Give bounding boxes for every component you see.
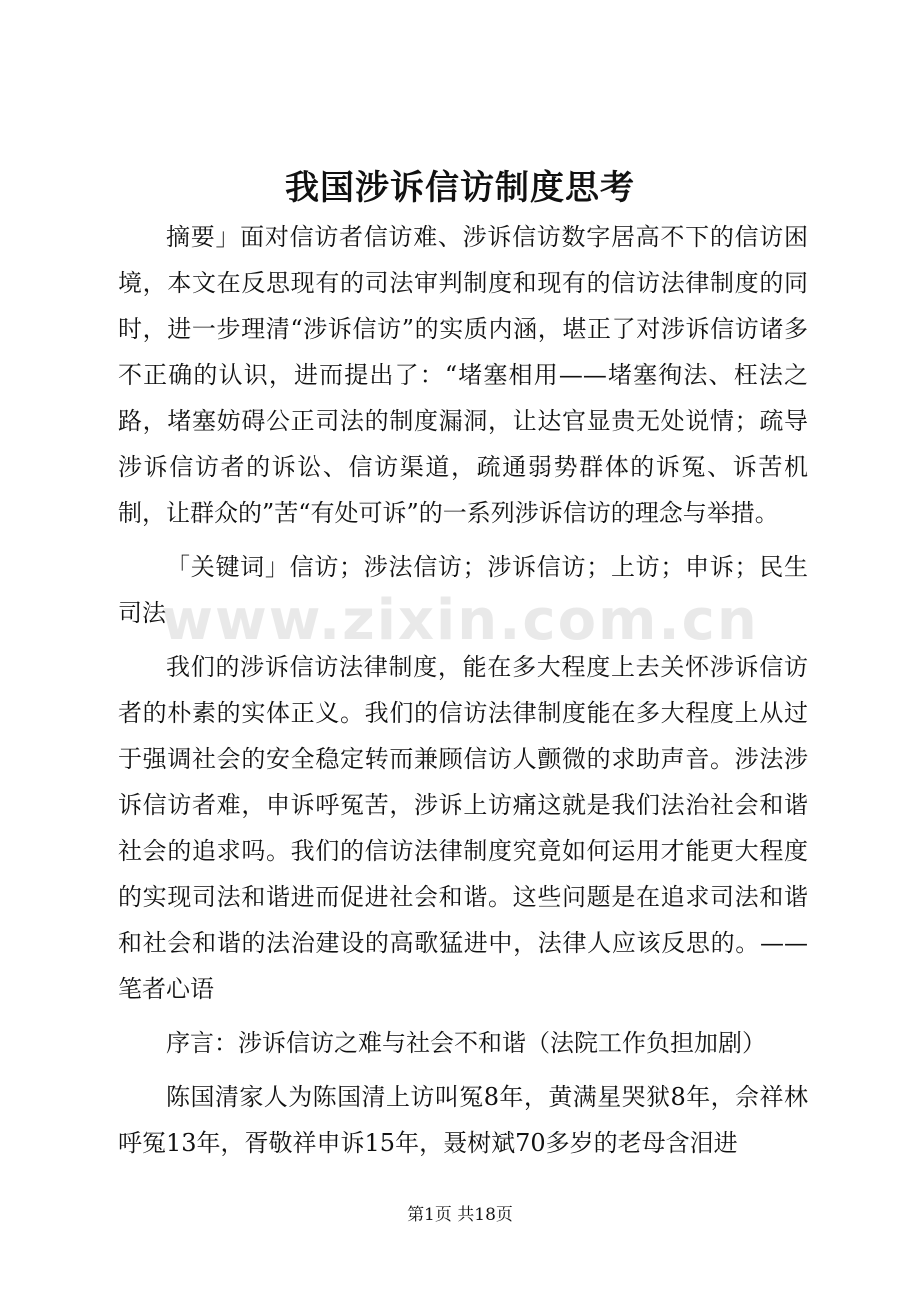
preface-heading: 序言：涉诉信访之难与社会不和谐（法院工作负担加剧） [166, 1029, 766, 1057]
watermark: www.zixin.com.cn [161, 588, 759, 653]
body-paragraph: 我们的涉诉信访法律制度，能在多大程度上去关怀涉诉信访者的朴素的实体正义。我们的信访法律制度能在多大程度上从过于强调社会的安全稳定转而兼顾信访人颤微的求助声音。涉法涉诉信访者难，申诉呼冤苦，涉诉上访痛这就是我们法治社会和谐社会的追求吗。我们的信访法律制度究竟如何运用才能更大程度的实现司法和谐进而促进社会和谐。这些问题是在追求司法和谐和社会和谐的法治建设的高歌猛进中，法律人应该反思的。——笔者心语 [118, 653, 808, 1003]
abstract-paragraph: 摘要」面对信访者信访难、涉诉信访数字居高不下的信访困境，本文在反思现有的司法审判制度和现有的信访法律制度的同时，进一步理清“涉诉信访”的实质内涵，堪正了对涉诉信访诸多不正确的认识，进而提出了：“堵塞相用——堵塞徇法、枉法之路，堵塞妨碍公正司法的制度漏洞，让达官显贵无处说情；疏导涉诉信访者的诉讼、信访渠道，疏通弱势群体的诉冤、诉苦机制，让群众的”苦“有处可诉”的一系列涉诉信访的理念与举措。 [118, 223, 808, 527]
document-title: 我国涉诉信访制度思考 [285, 168, 635, 208]
keywords-paragraph: 「关键词」信访；涉法信访；涉诉信访；上访；申诉；民生司法 [118, 553, 808, 627]
page-footer: 第1页 共18页 [407, 1205, 513, 1225]
document-body [118, 214, 808, 1166]
body-paragraph: 陈国清家人为陈国清上访叫冤8年，黄满星哭狱8年，佘祥林呼冤13年，胥敬祥申诉15年，聂树斌70多岁的老母含泪进 [118, 1083, 808, 1157]
